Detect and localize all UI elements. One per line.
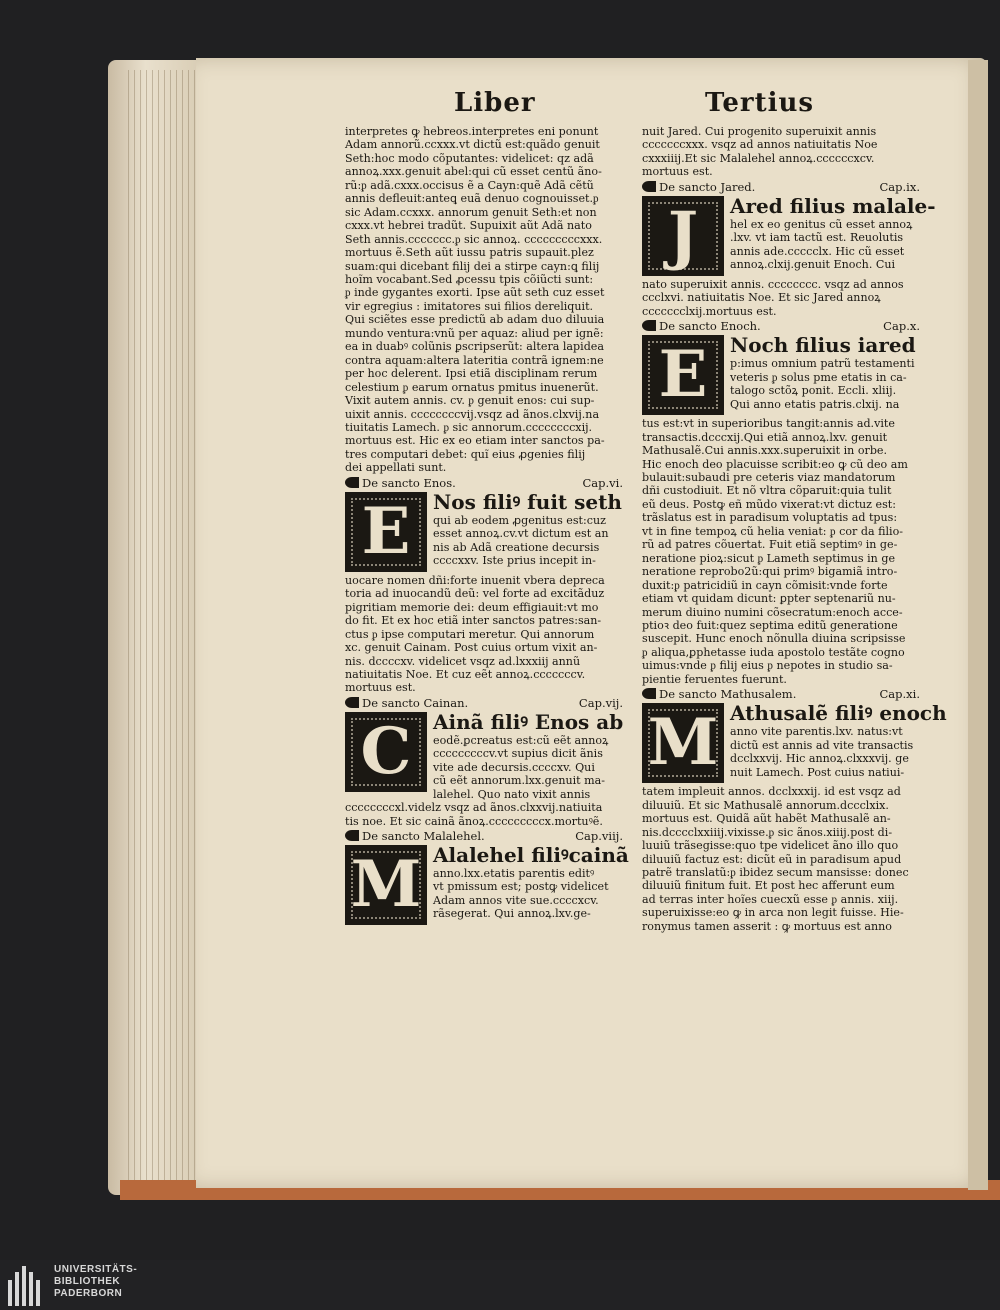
library-footer [0, 1260, 1000, 1310]
decorated-initial-icon: C [345, 712, 427, 792]
text-line: Adam annorũ.ccxxx.vt dictũ est:quãdo genuit [345, 138, 600, 152]
pilcrow-icon [642, 688, 656, 699]
pilcrow-icon [345, 830, 359, 841]
text-line: cccccccccv.vt supius dicit ãnis [433, 747, 603, 761]
text-line: mortuus est. Hic ex eo etiam inter sanctos pa- [345, 434, 605, 448]
text-line: ctus ᵱ ipse computari meretur. Qui annorum [345, 627, 595, 641]
text-line: ccclxvi. natiuitatis Noe. Et sic Jared annoꝝ [642, 291, 881, 305]
text-line: ᵱ inde gygantes exorti. Ipse aũt seth cuz esset [345, 286, 605, 300]
text-line: neratione pioꝝ:sicut ᵱ Lameth septimus in ge [642, 551, 896, 565]
text-line: etiam vt quidam dicunt: ꝑpter septenariũ nu- [642, 592, 896, 606]
pilcrow-icon [642, 320, 656, 331]
text-line: ccccccccxl.videlz vsqz ad ãnos.clxxvij.natiuita [345, 801, 603, 815]
text-line: duxit:ᵱ patricidiũ in cayn cõmisit:vnde forte [642, 578, 888, 592]
page-gutter-shadow [968, 60, 988, 1190]
text-line: ea in duabꝰ colũnis ꝑscripserũt: altera lapidea [345, 340, 604, 354]
text-line: Seth:hoc modo cõputantes: videlicet: qz adã [345, 151, 594, 165]
text-line: cxxx.vt hebrei tradũt. Supuixit aũt Adã nato [345, 219, 592, 233]
text-line: tis noe. Et sic cainã ãnoꝝ.cccccccccx.mortuꝰẽ. [345, 814, 603, 828]
text-line: Seth annis.ccccccc.ᵱ sic annoꝝ. cccccccccxxx. [345, 232, 603, 246]
pilcrow-icon [642, 181, 656, 192]
text-line: mortuus est. [345, 681, 416, 695]
pilcrow-icon [345, 697, 359, 708]
library-name: UNIVERSITÄTS- BIBLIOTHEK PADERBORN [54, 1264, 138, 1299]
section-heading-jared: De sancto Jared. Cap.ix. [642, 180, 920, 194]
text-line: talogo sctõꝝ ponit. Eccli. xliij. [730, 384, 897, 398]
text-line: pigritiam memorie dei: deum effigiauit:vt mo [345, 600, 599, 614]
text-line: cxxxiiij.Et sic Malalehel annoꝝ.ccccccxcv. [642, 151, 875, 165]
text-line: ᵱ aliqua,ꝑphetasse iuda apostolo testãte cogno [642, 645, 905, 659]
text-line: annoꝝ.clxij.genuit Enoch. Cui [730, 258, 896, 272]
text-line: sic Adam.ccxxx. annorum genuit Seth:et non [345, 205, 597, 219]
text-line: Mathusalẽ.Cui annis.xxx.superuixit in orbe. [642, 444, 888, 458]
text-line: nato superuixit annis. cccccccc. vsqz ad annos [642, 277, 904, 291]
section-heading-mathusalem: De sancto Mathusalem. Cap.xi. [642, 687, 920, 701]
text-line: p:imus omnium patrũ testamenti [730, 357, 915, 371]
text-line: pientie feruentes fuerunt. [642, 672, 787, 686]
running-head-left: Liber [454, 88, 536, 118]
text-line: contra aquam:altera lateritia contrã ignem:ne [345, 353, 604, 367]
right-column [642, 125, 947, 933]
text-line: dñi custodiuit. Et nõ vltra cõparuit:quia tulit [642, 484, 892, 498]
text-line: toria ad inuocandũ deũ: vel forte ad excitãduz [345, 587, 605, 601]
text-line: anno.lxx.etatis parentis editꝰ [433, 867, 595, 881]
section-cainan: C Ainã filiꝰ Enos ab eodẽ.ꝑcreatus est:cũ eẽt annoꝝ cccccccccv.vt supius dicit ãnis vite ade decursis.ccccxv. Qui cũ eẽt annorum.lxx.genuit ma- lalehel. Quo nato vixit annis [345, 710, 623, 801]
decorated-initial-icon: M [642, 703, 724, 783]
text-line: uimus:vnde ᵱ filij eius ᵱ nepotes in studio sa- [642, 659, 893, 673]
text-line: tus est:vt in superioribus tangit:annis ad.vite [642, 417, 895, 431]
text-line: annis ade.ccccclx. Hic cũ esset [730, 244, 905, 258]
text-line: nis.dcccclxxiiij.vixisse.ᵱ sic ãnos.xiiij.post di- [642, 825, 893, 839]
text-line: vir egregius : imitatores sui filios dereliquit. [345, 299, 594, 313]
section-heading-malalehel: De sancto Malalehel. Cap.viij. [345, 829, 623, 843]
text-line: bulauit:subaudi pre ceteris viaz mandatorum [642, 470, 896, 484]
section-jared: J Ared filius malale- hel ex eo genitus cũ esset annoꝝ .lxv. vt iam tactũ est. Reuolutis annis ade.ccccclx. Hic cũ esset annoꝝ.clxij.genuit Enoch. Cui [642, 194, 920, 278]
text-line: hel ex eo genitus cũ esset annoꝝ [730, 217, 913, 231]
text-line: annoꝝ.xxx.genuit abel:qui cũ esset centũ ãno- [345, 165, 602, 179]
text-line: cũ eẽt annorum.lxx.genuit ma- [433, 774, 606, 788]
text-line: mortuus est. [642, 165, 713, 179]
text-line: hoĩm vocabant.Sed ꝓcessu tpis cõiũcti sunt: [345, 272, 594, 286]
section-heading-enos: De sancto Enos. Cap.vi. [345, 476, 623, 490]
text-line: transactis.dcccxij.Qui etiã annoꝝ.lxv. genuit [642, 430, 888, 444]
right-column-intro [642, 125, 920, 179]
page-stack-edge [108, 60, 202, 1195]
text-line: tatem impleuit annos. dcclxxxij. id est vsqz ad [642, 785, 901, 799]
text-line: dictũ est annis ad vite transactis [730, 738, 914, 752]
text-line: superuixisse:eo ꝙ in arca non legit fuisse. Hie- [642, 906, 904, 920]
decorated-initial-icon: J [642, 196, 724, 276]
section-malalehel: M Alalehel filiꝰcainã anno.lxx.etatis parentis editꝰ vt pmissum est; postꝙ videlicet Adam annos vite sue.ccccxcv. rãsegerat. Qui annoꝝ.lxv.ge- [345, 843, 623, 927]
left-column-intro [345, 125, 623, 475]
text-line: anno vite parentis.lxv. natus:vt [730, 725, 903, 739]
left-column [345, 125, 629, 927]
text-line: qui ab eodem ꝓgenitus est:cuz [433, 513, 606, 527]
text-line: do fit. Et ex hoc etiã inter sanctos patres:san- [345, 614, 602, 628]
text-line: tres computari debet: quĩ eius ꝓgenies filij [345, 447, 586, 461]
text-line: vite ade decursis.ccccxv. Qui [433, 760, 595, 774]
decorated-initial-icon: E [642, 335, 724, 415]
section-heading-cainan: De sancto Cainan. Cap.vij. [345, 696, 623, 710]
text-line: luuiũ trãsegisse:quo tpe videlicet ãno illo quo [642, 839, 899, 853]
section-mathusalem: M Athusalẽ filiꝰ enoch anno vite parentis.lxv. natus:vt dictũ est annis ad vite transactis dcclxxvij. Hic annoꝝ.clxxxvij. ge nuit Lamech. Post cuius natiui- [642, 701, 920, 785]
decorated-initial-icon: E [345, 492, 427, 572]
text-line: ronymus tamen asserit : ꝙ mortuus est anno [642, 919, 892, 933]
text-line: vt pmissum est; postꝙ videlicet [433, 880, 609, 894]
text-line: natiuitatis Noe. Et cuz eẽt annoꝝ.cccccccv. [345, 667, 586, 681]
text-line: eũ deus. Postꝙ eñ mũdo vixerat:vt dictuz est: [642, 497, 896, 511]
decorated-initial-icon: M [345, 845, 427, 925]
text-line: Adam annos vite sue.ccccxcv. [433, 893, 599, 907]
text-line: esset annoꝝ.cv.vt dictum est an [433, 527, 609, 541]
text-line: Hic enoch deo placuisse scribit:eo ꝙ cũ deo am [642, 457, 908, 471]
text-line: .lxv. vt iam tactũ est. Reuolutis [730, 231, 904, 245]
text-line: cccccccxxx. vsqz ad annos natiuitatis Noe [642, 138, 878, 152]
text-line: annis defleuit:anteꝗ euã denuo cognouisset.ᵱ [345, 192, 599, 206]
text-line: diluuiũ finitum fuit. Et post hec afferunt eum [642, 879, 895, 893]
text-line: mortuus est. Quidã aũt habẽt Mathusalẽ an- [642, 812, 891, 826]
text-line: ad terras inter hoĩes cuecxũ esse ᵱ annis. xiij. [642, 892, 899, 906]
text-line: trãslatus est in paradisum voluptatis ad tpus: [642, 511, 898, 525]
section-enoch: E Noch filius iared p:imus omnium patrũ testamenti veteris ᵱ solus pme etatis in ca- talogo sctõꝝ ponit. Eccli. xliij. Qui anno etatis patris.clxij. na [642, 333, 920, 417]
text-line: per hoc delerent. Ipsi etiã disciplinam rerum [345, 367, 598, 381]
text-line: mortuus ẽ.Seth aũt iussu patris supauit.plez [345, 246, 594, 260]
text-line: nis. dccccxv. videlicet vsqz ad.lxxxiij annũ [345, 654, 581, 668]
text-line: lalehel. Quo nato vixit annis [433, 787, 591, 801]
library-logo-icon [6, 1264, 50, 1306]
text-line: interpretes ꝙ hebreos.interpretes eni ponunt [345, 125, 599, 138]
text-line: mundo ventura:vnũ per aquaz: aliud per ignẽ: [345, 326, 604, 340]
text-line: ccccxxv. Iste prius incepit in- [433, 554, 596, 568]
text-line: patrẽ translatũ:ᵱ ibidez secum mansisse: donec [642, 865, 909, 879]
section-enos: E Nos filiꝰ fuit seth qui ab eodem ꝓgenitus est:cuz esset annoꝝ.cv.vt dictum est an nis ab Adã creatione decursis ccccxxv. Iste prius incepit in- [345, 490, 623, 574]
text-line: ccccccclxij.mortuus est. [642, 304, 777, 318]
text-line: Qui sciẽtes esse predictũ ab adam duo diluuia [345, 313, 605, 327]
text-line: rũ:ᵱ adã.cxxx.occisus ẽ a Cayn:quẽ Adã cẽtũ [345, 178, 594, 192]
text-line: neratione reprobo2ũ:qui primꝰ bigamiã intro- [642, 565, 898, 579]
text-line: suscepit. Hunc enoch nõnulla diuina scripsisse [642, 632, 906, 646]
text-line: rãsegerat. Qui annoꝝ.lxv.ge- [433, 907, 591, 921]
pilcrow-icon [345, 477, 359, 488]
text-line: Vixit autem annis. cv. ᵱ genuit enos: cui sup- [345, 394, 595, 408]
running-head-right: Tertius [705, 88, 815, 118]
text-line: diluuiũ. Et sic Mathusalẽ annorum.dccclxix. [642, 798, 889, 812]
text-line: eodẽ.ꝑcreatus est:cũ eẽt annoꝝ [433, 733, 609, 747]
text-line: dcclxxvij. Hic annoꝝ.clxxxvij. ge [730, 752, 909, 766]
text-line: diluuiũ factuz est: dicũt eũ in paradisum apud [642, 852, 902, 866]
text-line: celestium ᵱ earum ornatus pmitus inuenerũt. [345, 380, 599, 394]
text-line: nuit Jared. Cui progenito superuixit annis [642, 125, 877, 138]
text-line: suam:qui dicebant filij dei a stirpe cayn:ꝗ filij [345, 259, 600, 273]
text-line: merum diuino numini cõsecratum:enoch acce- [642, 605, 903, 619]
text-line: Qui anno etatis patris.clxij. na [730, 397, 900, 411]
text-line: xc. genuit Cainam. Post cuius ortum vixit an- [345, 641, 598, 655]
text-line: veteris ᵱ solus pme etatis in ca- [730, 370, 907, 384]
section-heading-enoch: De sancto Enoch. Cap.x. [642, 319, 920, 333]
text-line: nuit Lamech. Post cuius natiui- [730, 765, 905, 779]
text-line: nis ab Adã creatione decursis [433, 540, 600, 554]
text-line: ptioꝛ deo fuit:quez septima editũ generatione [642, 618, 898, 632]
text-line: dei appellati sunt. [345, 461, 447, 475]
text-line: rũ ad patres cõuertat. Fuit etiã septimꝰ in ge- [642, 538, 898, 552]
text-line: tiuitatis Lamech. ᵱ sic annorum.ccccccccxij. [345, 420, 593, 434]
text-line: uocare nomen dñi:forte inuenit vbera depreca [345, 573, 605, 587]
text-line: vt in fine tempoꝝ cũ helia veniat: ᵱ cor da filio- [642, 524, 904, 538]
text-line: uixit annis. ccccccccvij.vsqz ad ãnos.clxvij.na [345, 407, 600, 421]
